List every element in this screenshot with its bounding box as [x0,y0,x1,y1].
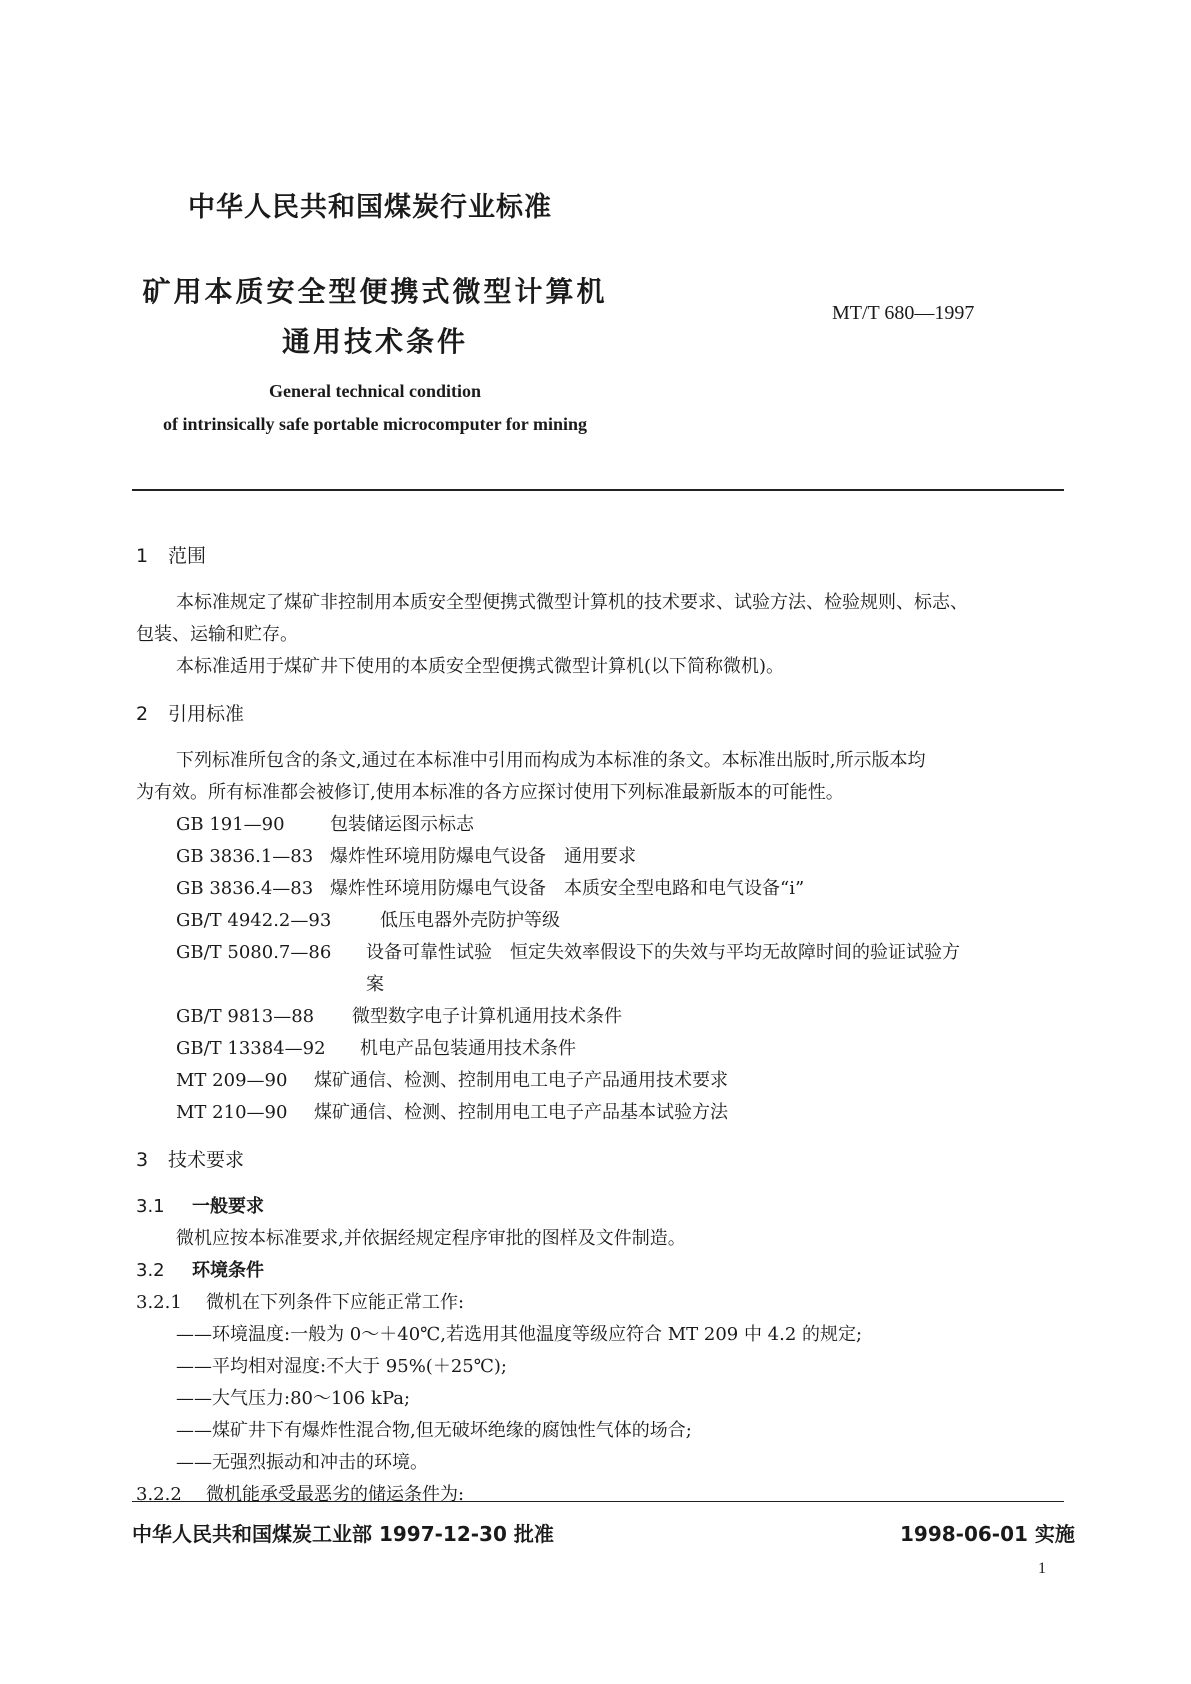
clause-3-2-2 [136,1480,464,1506]
section-2-para1-line1: 下列标准所包含的条文,通过在本标准中引用而构成为本标准的条文。本标准出版时,所示版本均 [176,750,926,771]
clause-3-2-2-number: 3.2.2 [136,1484,182,1505]
document-title-line1: 矿用本质安全型便携式微型计算机 [142,275,608,308]
clause-3-2-1-text: 微机在下列条件下应能正常工作: [206,1292,465,1313]
condition-item: ——煤矿井下有爆炸性混合物,但无破坏绝缘的腐蚀性气体的场合; [176,1420,692,1441]
reference-title: 爆炸性环境用防爆电气设备 通用要求 [330,846,636,867]
reference-code: GB/T 13384—92 [176,1038,326,1059]
reference-title-continuation: 案 [366,974,384,995]
reference-code: GB/T 9813—88 [176,1006,315,1027]
standard-number: MT/T 680—1997 [832,302,975,324]
reference-title: 机电产品包装通用技术条件 [360,1038,576,1059]
reference-code: GB/T 4942.2—93 [176,910,332,931]
implementation-date: 1998-06-01 实施 [900,1522,1075,1546]
reference-code: GB 191—90 [176,814,285,835]
reference-item [176,1098,728,1124]
clause-3-2-1 [136,1288,464,1314]
reference-item [176,874,804,900]
document-title-line2: 通用技术条件 [281,325,468,358]
section-1-para1-line1: 本标准规定了煤矿非控制用本质安全型便携式微型计算机的技术要求、试验方法、检验规则、标志、 [176,592,968,613]
reference-title: 煤矿通信、检测、控制用电工电子产品基本试验方法 [314,1102,728,1123]
reference-item [176,1034,576,1060]
reference-item [176,810,474,836]
section-1-para1-line2: 包装、运输和贮存。 [136,624,298,645]
approval-statement: 中华人民共和国煤炭工业部 1997-12-30 批准 [132,1522,554,1546]
subsection-3-1-title: 一般要求 [192,1196,264,1217]
section-3-title: 技术要求 [168,1149,245,1171]
subsection-3-1-heading [136,1192,264,1218]
reference-title: 煤矿通信、检测、控制用电工电子产品通用技术要求 [314,1070,728,1091]
reference-title: 微型数字电子计算机通用技术条件 [352,1006,622,1027]
section-1-number: 1 [136,545,149,567]
reference-code: GB 3836.4—83 [176,878,314,899]
english-title-line2: of intrinsically safe portable microcomputer for mining [163,414,587,434]
section-3-heading [136,1145,244,1172]
subsection-3-1-text: 微机应按本标准要求,并依据经规定程序审批的图样及文件制造。 [176,1228,686,1249]
reference-title: 设备可靠性试验 恒定失效率假设下的失效与平均无故障时间的验证试验方 [366,942,960,963]
page-number: 1 [1038,1560,1046,1577]
section-2-number: 2 [136,703,149,725]
subsection-3-2-heading [136,1256,264,1282]
header-divider [132,489,1064,491]
subsection-3-2-title: 环境条件 [192,1260,264,1281]
reference-item [176,1002,622,1028]
reference-title: 包装储运图示标志 [330,814,474,835]
reference-item [176,1066,728,1092]
subsection-3-2-number: 3.2 [136,1260,165,1281]
footer-divider [132,1501,1064,1502]
reference-item [176,842,636,868]
reference-item [176,938,960,964]
condition-item: ——大气压力:80～106 kPa; [176,1388,411,1409]
section-1-title: 范围 [168,545,207,567]
section-2-title: 引用标准 [168,703,245,725]
reference-code: MT 209—90 [176,1070,288,1091]
reference-title: 爆炸性环境用防爆电气设备 本质安全型电路和电气设备“i” [330,878,805,899]
clause-3-2-2-text: 微机能承受最恶劣的储运条件为: [206,1484,465,1505]
reference-code: GB 3836.1—83 [176,846,314,867]
reference-code: MT 210—90 [176,1102,288,1123]
section-1-para2: 本标准适用于煤矿井下使用的本质安全型便携式微型计算机(以下简称微机)。 [176,656,785,677]
section-1-heading [136,541,206,568]
clause-3-2-1-number: 3.2.1 [136,1292,182,1313]
section-2-para1-line2: 为有效。所有标准都会被修订,使用本标准的各方应探讨使用下列标准最新版本的可能性。 [136,782,844,803]
issuer-title: 中华人民共和国煤炭行业标准 [188,192,552,223]
reference-code: GB/T 5080.7—86 [176,942,332,963]
condition-item: ——平均相对湿度:不大于 95%(＋25℃); [176,1356,507,1377]
english-title-line1: General technical condition [269,381,481,401]
reference-title: 低压电器外壳防护等级 [380,910,560,931]
condition-item: ——环境温度:一般为 0～＋40℃,若选用其他温度等级应符合 MT 209 中 4.2 的规定; [176,1324,863,1345]
section-3-number: 3 [136,1149,149,1171]
condition-item: ——无强烈振动和冲击的环境。 [176,1452,428,1473]
section-2-heading [136,699,244,726]
subsection-3-1-number: 3.1 [136,1196,165,1217]
reference-item [176,906,560,932]
